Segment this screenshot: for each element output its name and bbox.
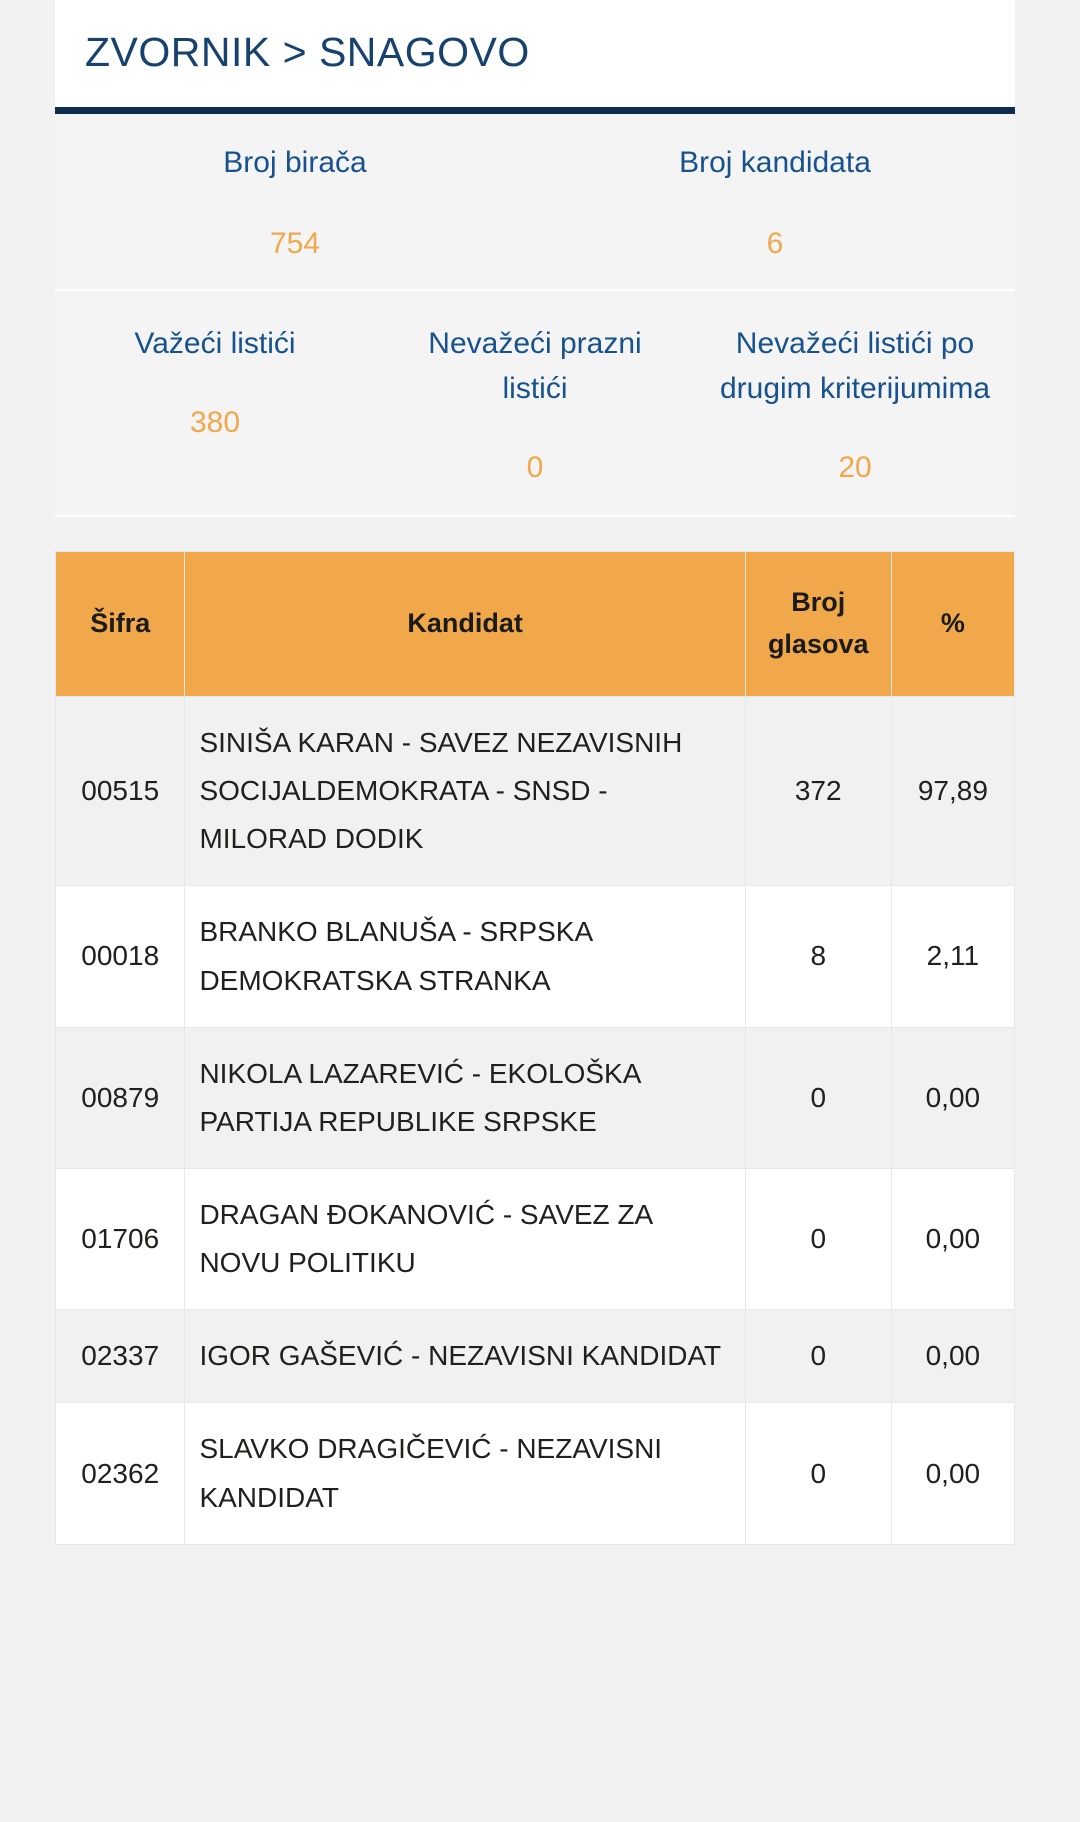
cell-procenat: 0,00 [891,1403,1014,1544]
cell-procenat: 97,89 [891,696,1014,885]
title-divider [55,107,1015,114]
cell-sifra: 00018 [56,886,185,1027]
stat-value: 20 [838,451,872,485]
results-table [55,551,1015,1545]
cell-glasova: 0 [745,1027,891,1168]
cell-sifra: 02362 [56,1403,185,1544]
cell-glasova: 0 [745,1168,891,1309]
summary-row-voters [55,114,1015,291]
cell-glasova: 0 [745,1310,891,1403]
results-table-container [55,551,1015,1545]
stat-vazeci-listici [55,291,375,515]
stat-value: 754 [269,227,321,261]
page-title-container [55,0,1015,107]
stat-label: Broj kandidata [679,146,871,180]
table-row [56,1168,1015,1309]
column-header-sifra: Šifra [56,552,185,697]
stat-value: 0 [526,451,544,485]
cell-procenat: 0,00 [891,1027,1014,1168]
stat-nevazeci-drugi [695,291,1015,515]
column-header-broj-glasova: Broj glasova [745,552,891,697]
summary-row-ballots [55,291,1015,517]
cell-sifra: 01706 [56,1168,185,1309]
cell-procenat: 2,11 [891,886,1014,1027]
cell-glasova: 372 [745,696,891,885]
stat-broj-biraca [55,114,535,289]
stat-nevazeci-prazni [375,291,695,515]
table-row [56,886,1015,1027]
column-header-procenat: % [891,552,1014,697]
cell-procenat: 0,00 [891,1168,1014,1309]
cell-kandidat: SINIŠA KARAN - SAVEZ NEZAVISNIH SOCIJALDEMOKRATA - SNSD - MILORAD DODIK [185,696,745,885]
table-row [56,1403,1015,1544]
cell-glasova: 8 [745,886,891,1027]
stat-value: 380 [189,406,241,440]
cell-sifra: 00879 [56,1027,185,1168]
stat-label: Nevažeći listići po drugim kriterijumima [719,327,991,406]
cell-kandidat: DRAGAN ĐOKANOVIĆ - SAVEZ ZA NOVU POLITIKU [185,1168,745,1309]
cell-kandidat: IGOR GAŠEVIĆ - NEZAVISNI KANDIDAT [185,1310,745,1403]
stat-label: Važeći listići [134,327,296,361]
page-title: ZVORNIK > SNAGOVO [85,29,530,75]
stat-label: Broj birača [223,146,367,180]
cell-glasova: 0 [745,1403,891,1544]
cell-sifra: 02337 [56,1310,185,1403]
cell-kandidat: NIKOLA LAZAREVIĆ - EKOLOŠKA PARTIJA REPUBLIKE SRPSKE [185,1027,745,1168]
stat-broj-kandidata [535,114,1015,289]
summary-card [55,0,1015,517]
stat-label: Nevažeći prazni listići [428,327,642,406]
table-header-row [56,552,1015,697]
cell-sifra: 00515 [56,696,185,885]
column-header-kandidat: Kandidat [185,552,745,697]
cell-procenat: 0,00 [891,1310,1014,1403]
stat-value: 6 [766,227,784,261]
table-row [56,1310,1015,1403]
cell-kandidat: BRANKO BLANUŠA - SRPSKA DEMOKRATSKA STRANKA [185,886,745,1027]
table-row [56,1027,1015,1168]
cell-kandidat: SLAVKO DRAGIČEVIĆ - NEZAVISNI KANDIDAT [185,1403,745,1544]
table-row [56,696,1015,885]
